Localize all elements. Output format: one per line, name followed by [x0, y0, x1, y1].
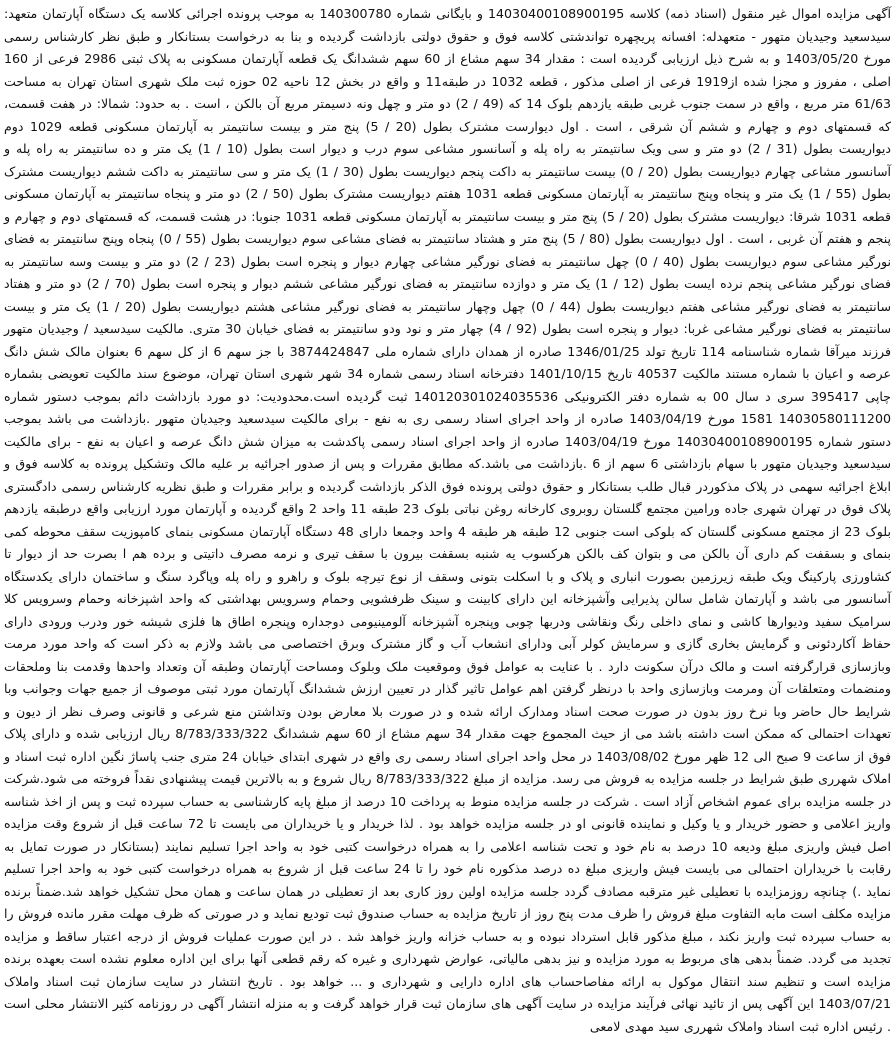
notice-body-text: آگهی مزایده اموال غیر منقول (اسناد ذمه) کلاسه 14030400108900195 و بایگانی شماره 140300780 به موجب پرونده اجرائی کلاسه یک دستگاه آپارتمان متعهد: سیدسعید وجیدیان متهور - متعهدله: افسانه پریچهره تواندشتی کلاسه فوق و حقوق دولتی بازداشت گردیده و بنا به درخواست بستانکار و طبق نظر کارشناس رسمی مورخ 1403/05/20 و به شرح ذیل ارزیابی گردیده است : مقدار 34 سهم مشاع از 60 سهم ششدانگ یک قطعه آپارتمان مسکونی به پلاک ثبتی 2986 فرعی از 160 اصلی ، مفروز و مجزا شده از1919 فرعی از اصلی مذکور ، قطعه 1032 در طبقه11 و واقع در بخش 12 ناحیه 02 حوزه ثبت ملک شهری استان تهران به مساحت 61/63 متر مربع ، واقع در سمت جنوب غربی طبقه یازدهم بلوک 14 که (49 / 2) دو متر و چهل ونه دسیمتر مربع آن بالکن ، است . به حدود: شمالا: در هفت قسمت، که قسمتهای دوم و چهارم و ششم آن شرقی ، است . اول دیوارست مشترک بطول (20 / 5) پنج متر و بیست سانتیمتر به آپارتمان مسکونی قطعه 1029 دوم دیواریست بطول (31 / 2) دو متر و سی ویک سانتیمتر به راه پله و آسانسور مشاعی سوم درب و دیوار است بطول (10 / 1) یک متر و ده سانتیمتر به راه پله و آسانسور مشاعی چهارم دیواریست بطول (20 / 0) بیست سانتیمتر به داکت پنجم دیواریست بطول (30 / 1) یک متر و سی سانتیمتر به داکت ششم دیواریست مشترک بطول (55 / 1) یک متر و پنجاه وپنج سانتیمتر به آپارتمان مسکونی قطعه 1031 هفتم دیواریست مشترک بطول (50 / 2) دو متر و پنجاه سانتیمتر به آپارتمان مسکونی قطعه 1031 شرقا: دیواریست مشترک بطول (20 / 5) پنج متر و بیست سانتیمتر به آپارتمان مسکونی قطعه 1031 جنوبا: در هشت قسمت، که قسمتهای دوم و چهارم و پنجم و هفتم آن غربی ، است . اول دیواریست بطول (80 / 5) پنج متر و هشتاد سانتیمتر به فضای مشاعی سوم دیواریست بطول (55 / 0) پنجاه وپنج سانتیمتر به فضای نورگیر مشاعی سوم دیواریست بطول (40 / 0) چهل سانتیمتر به فضای نورگیر مشاعی چهارم دیوار و پنجره است بطول (23 / 2) دو متر و بیست وسه سانتیمتر به فضای نورگیر مشاعی پنجم نرده ایست بطول (12 / 1) یک متر و دوازده سانتیمتر به فضای نورگیر مشاعی ششم دیوار و پنجره است بطول (70 / 2) دو متر و هفتاد سانتیمتر به فضای نورگیر مشاعی هفتم دیواریست بطول (44 / 0) چهل وچهار سانتیمتر به فضای نورگیر مشاعی هشتم دیواریست بطول (20 / 1) یک متر و بیست سانتیمتر به فضای نورگیر مشاعی غربا: دیوار و پنجره است بطول (92 / 4) چهار متر و نود ودو سانتیمتر به فضای خیابان 30 متری. مالکیت سیدسعید / وجیدیان متهور فرزند میرآقا شماره شناسنامه 114 تاریخ تولد 1346/01/25 صادره از همدان دارای شماره ملی 3874424847 با جز سهم 6 از کل سهم 6 بعنوان مالک شش دانگ عرصه و اعیان با شماره مستند مالکیت 40537 تاریخ 1401/10/15 دفترخانه اسناد رسمی شماره 34 شهر شهری استان تهران، موضوع سند مالکیت تعویضی بشماره چاپی 395417 سری د سال 00 به شماره دفتر الکترونیکی 140120301024035536 ثبت گردیده است.محدودیت: دو مورد بازداشت دائم بموجب دستور شماره 14030580111200 1581 مورخ 1403/04/19 صادره از واحد اجرای اسناد رسمی ری به نفع - برای مالکیت سیدسعید وجیدیان متهور .بازداشت می باشد بموجب دستور شماره 14030400108900195 مورخ 1403/04/19 صادره از واحد اجرای اسناد رسمی پاکدشت به میزان شش دانگ عرصه و اعیان به نفع - برای مالکیت سیدسعید وجیدیان متهور با سهام بازداشتی 6 سهم از 6 .بازداشت می باشد.که مطابق مقررات و پس از صدور اجرائیه بر علیه مالک وتشکیل پرونده به کلاسه فوق و ابلاغ اجرائیه سهمی در پلاک مذکوردر قبال طلب بستانکار و حقوق دولتی پرونده فوق الذکر بازداشت گردیده و برابر مقررات و طبق نظریه کارشناس رسمی دادگستری پلاک فوق در تهران شهری جاده ورامین مجتمع گلستان روبروی کارخانه روغن نباتی بلوک 23 طبقه 11 واحد 2 واقع گردیده و آپارتمان مورد ارزیابی واقع درطبقه یازدهم بلوک 23 از مجتمع مسکونی گلستان که بلوکی است جنوبی 12 طبقه هر طبقه 4 واحد وجمعا دارای 48 دستگاه آپارتمان مسکونی بنمای کامپوزیت سقف محوطه کمی بنمای و بسقفت کم داری آن بالکن می و بتوان کف بالکن هرکسوب یه شنبه بسقفت بیرون با سقف تیری و نرمه مصرف داتیتی و برده هم ا بصرت حد از دیوار تا کشاورزی پارکینگ ویک طبقه زیرزمین بصورت انباری و پلاک و با اسکلت بتونی وسقف از نوع تیرچه بلوک و راهرو و راه پله وپاگرد سنگ و ساختمان دارای یکدستگاه آسانسور می باشد و آپارتمان شامل سالن پذیرایی وآشپزخانه این دارای کابینت و سینک ظرفشویی وحمام وسرویس بهداشتی که واحد اشپزخانه وحمام وسرویس کلا سرامیک سفید ودیوارها کاشی و نمای داخلی رنگ ونقاشی ودربها چوبی وپنجره آشپزخانه آلومینیومی دوجداره وپنجره اطاق ها فلزی شیشه خور ودرب ورودی دارای حفاظ آکاردئونی و گرمایش بخاری گازی و سرمایش کولر آبی ودارای انشعاب آب و گاز مشترک وبرق اختصاصی می باشد ولازم به ذکر است که واحد مورد مرمت وبازسازی قرارگرفته است و مالک درآن سکونت دارد . با عنایت به عوامل فوق وموقعیت ملک وبلوک ومساحت آپارتمان وطبقه آن وتعداد واحدها وقدمت بنا وملحقات ومنضمات ومتعلقات آن ومرمت وبازسازی واحد با درنظر گرفتن اهم عوامل تاثیر گذار در تعیین ارزش ششدانگ آپارتمان مورد ثبتی موصوف از جمیع جهات وجوانب وبا شرایط حال حاضر وبا نرخ روز بدون در صورت صحت اسناد ومدارک ارائه شده و در صورت بلا معارض بودن وتداشتن منع شرعی و قانونی وصرف نظر از دیون و تعهدات احتمالی که ممکن است داشته باشد می از حیث المجموع جهت مقدار 34 سهم مشاع از 60 سهم ششدانگ 8/783/333/322 ریال ارزیابی شده و دارای پلاک فوق از ساعت 9 صبح الی 12 ظهر مورخ 1403/08/02 در محل واحد اجرای اسناد رسمی ری واقع در شهری ابتدای خیابان 24 متری جنب پاساژ نگین اداره ثبت اسناد و املاک شهرری طبق شرایط در جلسه مزایده به فروش می رسد. مزایده از مبلغ 8/783/333/322 ریال شروع و به بالاترین قیمت پیشنهادی نقداً فروخته می شود.شرکت در جلسه مزایده برای عموم اشخاص آزاد است . شرکت در جلسه مزایده منوط به پرداخت 10 درصد از مبلغ پایه کارشناسی به حساب سپرده ثبت و پس از اخذ شناسه واریز اعلامی و حضور خریدار و یا وکیل و نماینده قانونی او در جلسه مزایده خواهد بود . لذا خریدار و یا خریداران می بایست تا 72 ساعت قبل از شروع وقت مزایده اصل فیش واریزی مبلغ ودیعه 10 درصد به نام خود و تحت شناسه اعلامی را به همراه درخواست کتبی خود به واحد اجرا تسلیم نمایند (بستانکار در صورت تمایل به رقابت با خریداران احتمالی می بایست فیش واریزی مبلغ ده درصد مذکوره نام خود را تا 24 ساعت قبل از شروع به همراه درخواست کتبی خود به واحد اجرا تسلیم نماید .) چنانچه روزمزایده با تعطیلی غیر مترقبه مصادف گردد جلسه مزایده اولین روز کاری بعد از تعطیلی در همان ساعت و همان محل تشکیل خواهد شد.ضمناً برنده مزایده مکلف است مابه التفاوت مبلغ فروش را ظرف مدت پنج روز از تاریخ مزایده به حساب صندوق ثبت تودیع نماید و در صورتی که ظرف مهلت مقرر مانده فروش را به حساب سپرده ثبت واریز نکند ، مبلغ مذکور قابل استرداد نبوده و به حساب خزانه واریز خواهد شد . در این صورت عملیات فروش از درجه اعتبار ساقط و مزایده تجدید می گردد. ضمناً بدهی های مربوط به مورد مزایده و نیز بدهی مالیاتی، عوارض شهرداری و غیره که رقم قطعی آنها برای این اداره معلوم نشده است بعهده برنده مزایده است و تنظیم سند انتقال موکول به ارائه مفاصاحساب های اداره دارایی و شهرداری و ... خواهد بود . تاریخ انتشار در سایت سازمان ثبت اسناد واملاک 1403/07/21 این آگهی پس از تائید نهائی فرآیند مزایده در سایت آگهی های سازمان ثبت قرار خواهد گرفت و به منزله انتشار آگهی در روزنامه کثیر الانتشار محلی است . رئیس اداره ثبت اسناد واملاک شهرری سید مهدی لامعی	[4, 6, 892, 1034]
